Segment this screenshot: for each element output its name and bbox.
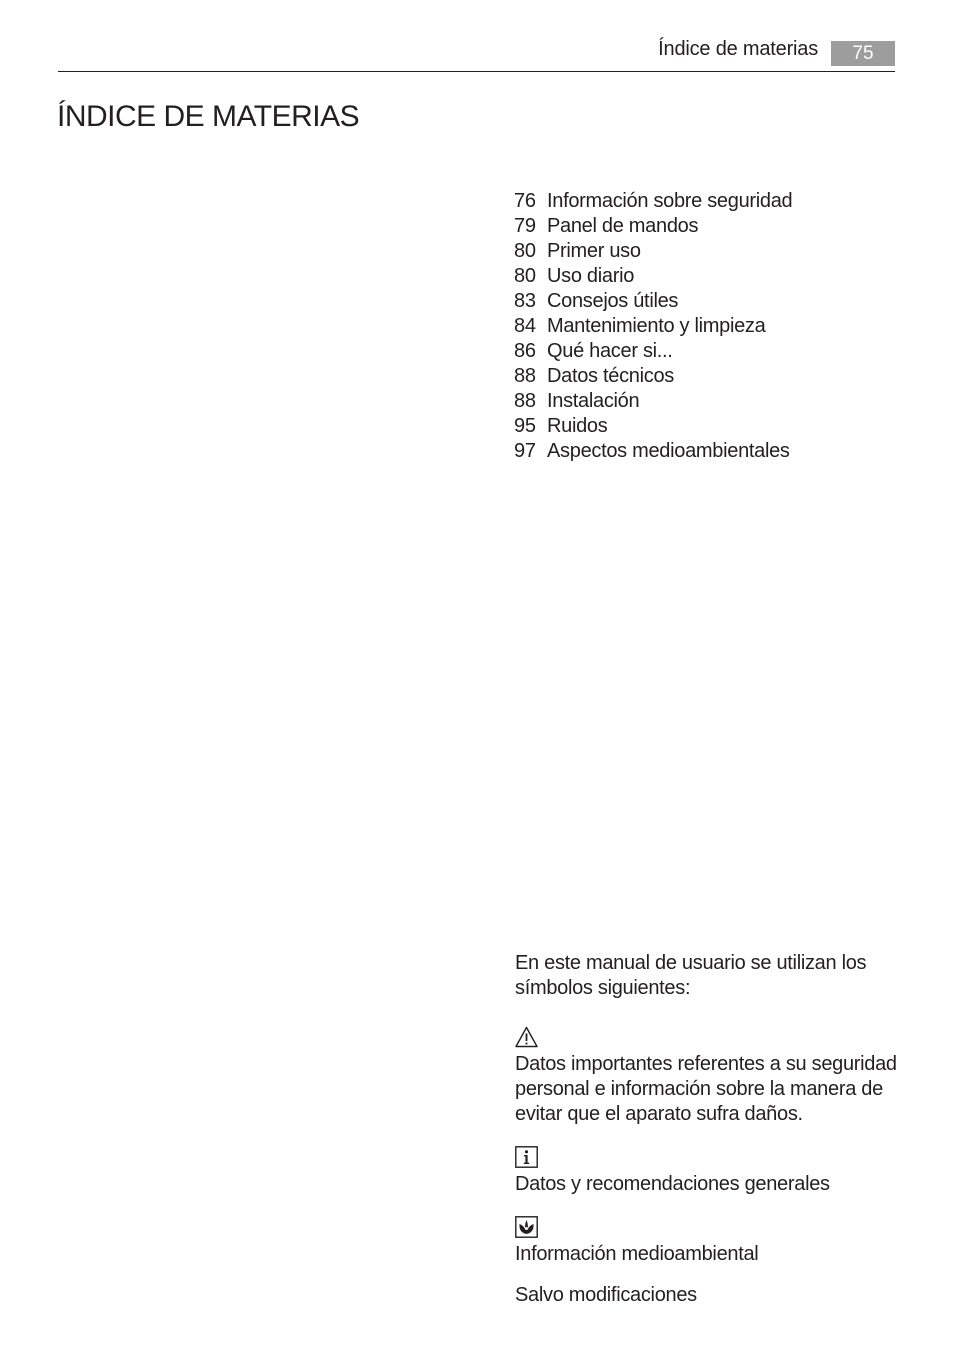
toc-entry[interactable] (514, 339, 792, 364)
header-section-title: Índice de materias (658, 38, 818, 60)
toc-entry[interactable] (514, 364, 792, 389)
toc-label: Panel de mandos (547, 215, 699, 237)
toc-page-number: 84 (514, 315, 536, 337)
page-number-badge (831, 41, 895, 66)
toc-page-number: 83 (514, 290, 536, 312)
symbols-intro (515, 951, 900, 1001)
toc-label: Uso diario (547, 265, 635, 287)
toc-entry[interactable] (514, 414, 792, 439)
toc-page-number: 88 (514, 390, 536, 412)
toc-label: Primer uso (547, 240, 641, 262)
toc-entry[interactable] (514, 214, 792, 239)
toc-label: Datos técnicos (547, 365, 674, 387)
toc-page-number: 88 (514, 365, 536, 387)
warning-symbol-description (515, 1052, 900, 1127)
toc-entry[interactable] (514, 389, 792, 414)
toc-entry[interactable] (514, 264, 792, 289)
footer-note-text: Salvo modificaciones (515, 1284, 697, 1306)
toc-entry[interactable] (514, 289, 792, 314)
toc-page-number: 80 (514, 265, 536, 287)
environment-symbol-description (515, 1242, 900, 1267)
warning-triangle-icon (515, 1026, 538, 1048)
info-symbol-description (515, 1172, 900, 1197)
toc-entry[interactable] (514, 314, 792, 339)
page-number: 75 (852, 42, 874, 64)
toc-label: Mantenimiento y limpieza (547, 315, 766, 337)
environment-icon (515, 1216, 538, 1238)
toc-entry[interactable] (514, 239, 792, 264)
info-symbol-text: Datos y recomendaciones generales (515, 1173, 830, 1195)
warning-symbol-text: Datos importantes referentes a su seguridad personal e información sobre la manera de evitar que el aparato sufra daños. (515, 1053, 897, 1125)
info-icon (515, 1146, 538, 1168)
environment-symbol-text: Información medioambiental (515, 1243, 759, 1265)
toc-page-number: 95 (514, 415, 536, 437)
toc-entry[interactable] (514, 189, 792, 214)
page-title: ÍNDICE DE MATERIAS (57, 100, 360, 133)
toc-label: Instalación (547, 390, 640, 412)
toc-label: Qué hacer si... (547, 340, 673, 362)
toc-label: Aspectos medioambientales (547, 440, 790, 462)
toc-page-number: 80 (514, 240, 536, 262)
table-of-contents (514, 189, 792, 464)
toc-page-number: 97 (514, 440, 536, 462)
toc-label: Consejos útiles (547, 290, 679, 312)
symbols-intro-text: En este manual de usuario se utilizan los símbolos siguientes: (515, 952, 867, 999)
toc-page-number: 76 (514, 190, 536, 212)
header-divider (58, 71, 895, 72)
toc-page-number: 86 (514, 340, 536, 362)
toc-entry[interactable] (514, 439, 792, 464)
toc-label: Ruidos (547, 415, 608, 437)
toc-page-number: 79 (514, 215, 536, 237)
footer-note (515, 1283, 900, 1308)
toc-label: Información sobre seguridad (547, 190, 793, 212)
